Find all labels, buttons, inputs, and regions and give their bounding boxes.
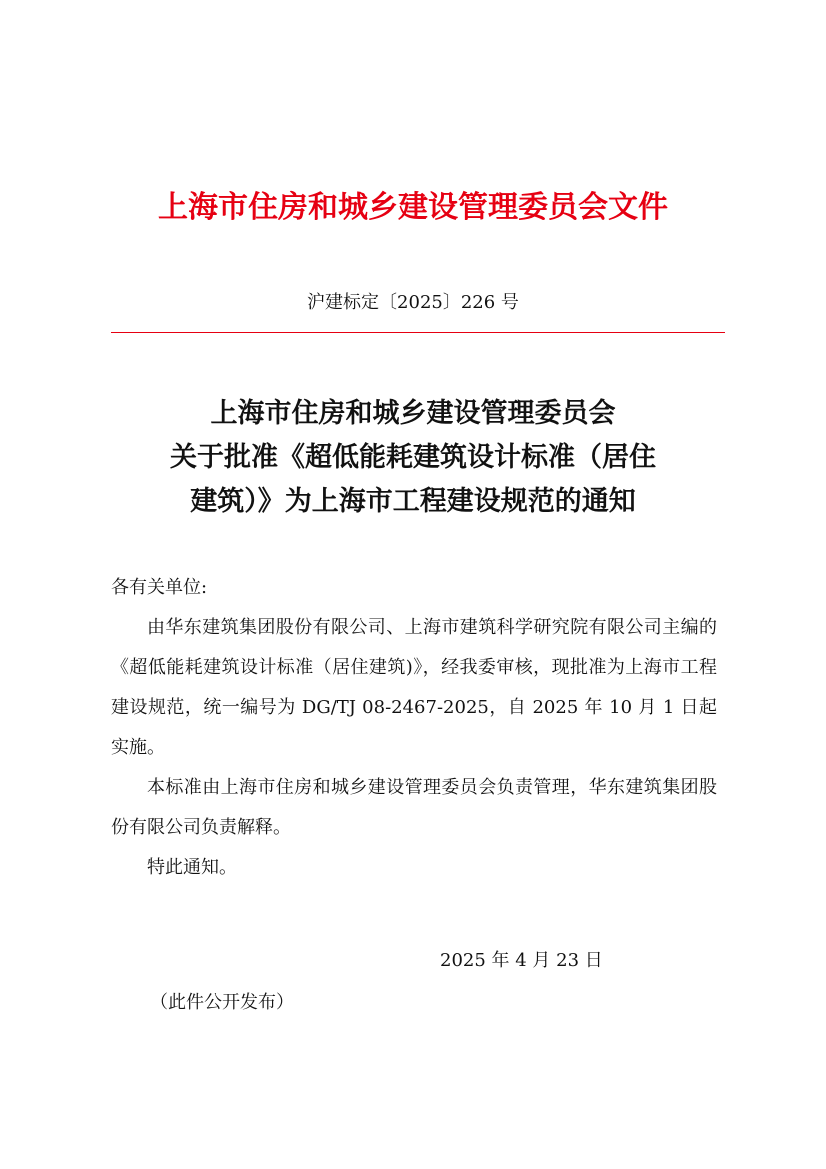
- notice-title-line: 关于批准《超低能耗建筑设计标准（居住: [170, 442, 656, 473]
- publication-note: （此件公开发布）: [150, 992, 294, 1013]
- notice-body: [111, 568, 717, 888]
- document-number: 沪建标定〔2025〕226 号: [307, 292, 519, 313]
- red-divider-line: [111, 332, 725, 333]
- closing-phrase: 特此通知。: [147, 857, 237, 878]
- issue-date: 2025 年 4 月 23 日: [440, 950, 603, 971]
- notice-title: [100, 392, 726, 524]
- issuing-authority-title: 上海市住房和城乡建设管理委员会文件: [158, 190, 668, 225]
- notice-title-line: 上海市住房和城乡建设管理委员会: [210, 398, 616, 429]
- body-paragraph: 本标准由上海市住房和城乡建设管理委员会负责管理，华东建筑集团股份有限公司负责解释。: [111, 777, 717, 838]
- salutation: 各有关单位:: [111, 577, 208, 598]
- notice-title-line: 建筑）》为上海市工程建设规范的通知: [190, 486, 636, 517]
- body-paragraph: 由华东建筑集团股份有限公司、上海市建筑科学研究院有限公司主编的《超低能耗建筑设计标准（居住建筑)》，经我委审核，现批准为上海市工程建设规范，统一编号为 DG/TJ 08-2467-2025，自 2025 年 10 月 1 日起实施。: [111, 617, 717, 758]
